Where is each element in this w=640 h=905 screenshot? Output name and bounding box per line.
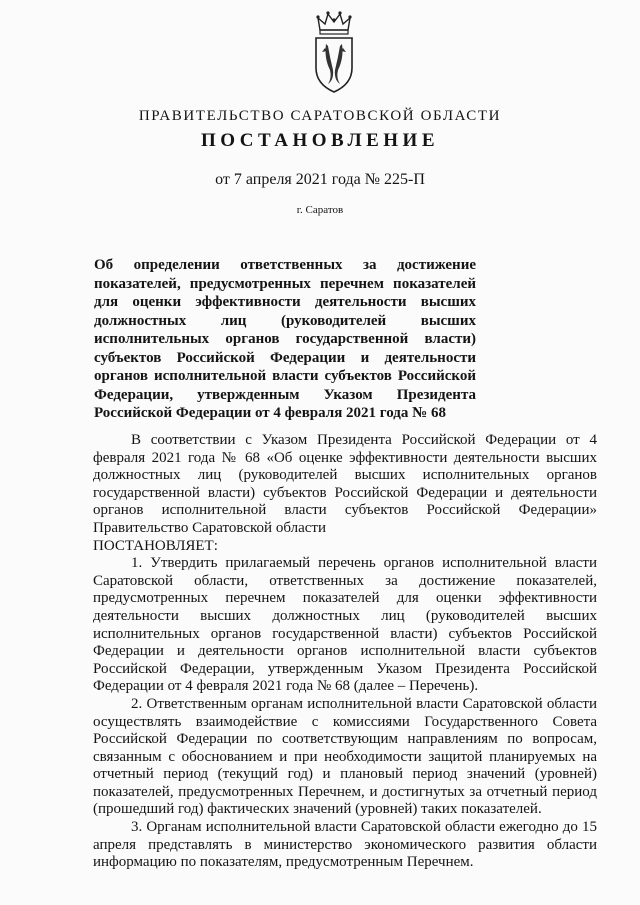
document-city: г. Саратов [296, 204, 344, 216]
preamble-paragraph: В соответствии с Указом Президента Российской Федерации от 4 февраля 2021 года № 68 «Об оценке эффективности деятельности высших должностных лиц (руководителей высших исполнительных органов государственной власти) субъектов Российской Федерации и деятельности органов исполнительной власти субъектов Российской Федерации» Правительство Саратовской области [93, 432, 597, 536]
document-body [93, 432, 597, 872]
document-type: ПОСТАНОВЛЕНИЕ [200, 130, 440, 151]
document-title: Об определении ответственных за достижение показателей, предусмотренных перечнем показателей для оценки эффективности деятельности высших должностных лиц (руководителей высших исполнительных органов государственной власти) субъектов Российской Федерации и деятельности органов исполнительной власти субъектов Российской Федерации, утвержденным Указом Президента Российской Федерации от 4 февраля 2021 года № 68 [94, 257, 476, 421]
saratov-coat-of-arms-icon [312, 8, 356, 98]
document-date-number: от 7 апреля 2021 года № 225-П [215, 171, 425, 188]
item-paragraph-3: 3. Органам исполнительной власти Саратовской области ежегодно до 15 апреля представлять в министерство экономического развития области информацию по показателям, предусмотренным Перечнем. [93, 819, 597, 871]
item-paragraph-1: 1. Утвердить прилагаемый перечень органов исполнительной власти Саратовской области, ответственных за достижение показателей, предусмотренных перечнем показателей для оценки эффективности деятельности высших должностных лиц (руководителей высших исполнительных органов государственной власти) субъектов Российской Федерации и деятельности органов исполнительной власти субъектов Российской Федерации, утвержденным Указом Президента Российской Федерации от 4 февраля 2021 года № 68 (далее – Перечень). [93, 555, 597, 695]
item-paragraph-2: 2. Ответственным органам исполнительной власти Саратовской области осуществлять взаимодействие с комиссиями Государственного Совета Российской Федерации по соответствующим направлениям по вопросам, связанным с обоснованием и при необходимости защитой планируемых на отчетный период (текущий год) и плановый период значений (уровней) показателей, предусмотренных Перечнем, и достигнутых за отчетный период (прошедший год) фактических значений (уровней) таких показателей. [93, 695, 597, 818]
government-name: ПРАВИТЕЛЬСТВО САРАТОВСКОЙ ОБЛАСТИ [138, 108, 502, 124]
decree-word: ПОСТАНОВЛЯЕТ: [93, 537, 218, 554]
